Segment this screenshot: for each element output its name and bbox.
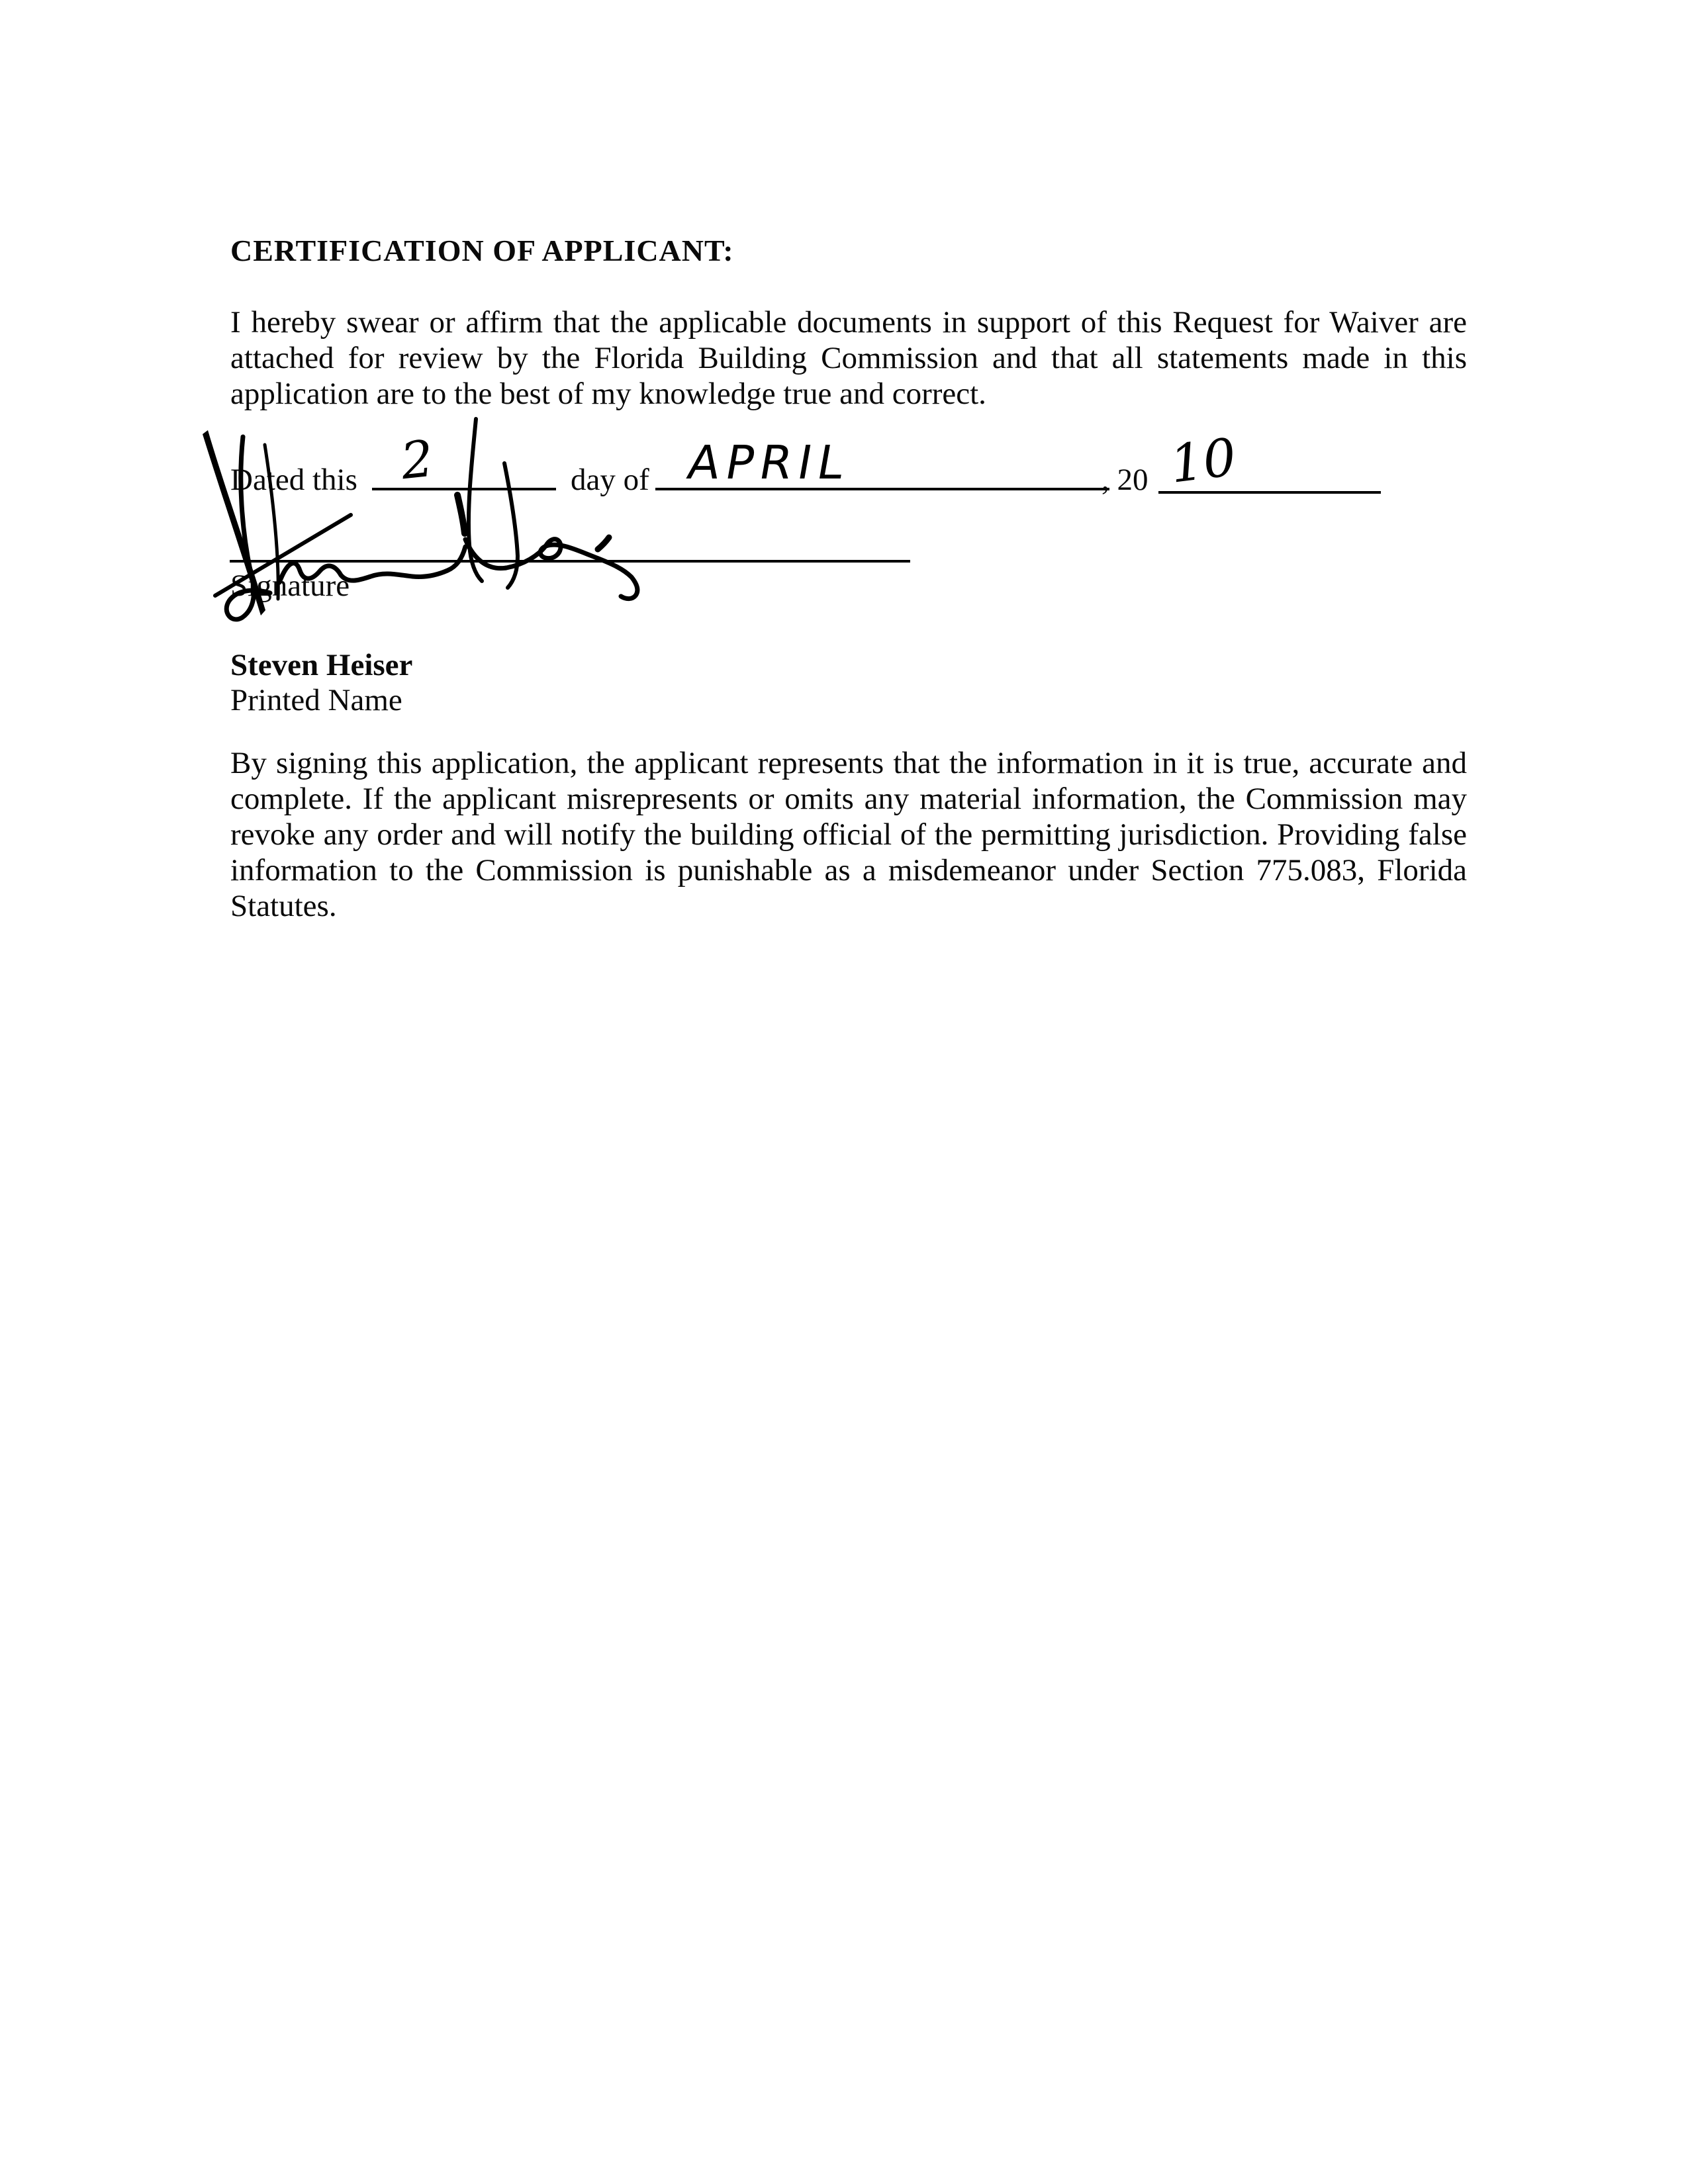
handwritten-month-value: APRIL (683, 435, 855, 490)
signature-stroke (465, 539, 637, 599)
signature-scribble (179, 397, 722, 662)
certification-heading: CERTIFICATION OF APPLICANT: (230, 234, 734, 267)
handwritten-year-value: 10 (1166, 428, 1240, 495)
dated-this-label: Dated this (230, 463, 357, 497)
signature-stroke (279, 547, 465, 582)
signature-stroke (203, 430, 265, 615)
signature-stroke (457, 495, 465, 533)
signature-stroke (265, 445, 278, 599)
day-of-label: day of (571, 463, 649, 497)
printed-name-label: Printed Name (230, 683, 402, 717)
signature-label: Signature (230, 569, 350, 603)
year-prefix-label: , 20 (1102, 463, 1149, 497)
printed-name-value: Steven Heiser (230, 648, 413, 682)
handwritten-day-value: 2 (398, 428, 436, 491)
signature-stroke (598, 537, 609, 549)
legal-paragraph: By signing this application, the applicant represents that the information in it is true, accurate and complete. If the applicant misrepresents or omits any material information, the Commission may revoke any order and will notify the building official of the permitting jurisdiction. Providing false information to the Commission is punishable as a misdemeanor under Section 775.083, Florida Statutes. (230, 746, 1467, 923)
oath-paragraph: I hereby swear or affirm that the applicable documents in support of this Request for Waiver are attached for review by the Florida Building Commission and that all statements made in this application are to the best of my knowledge true and correct. (230, 305, 1467, 411)
